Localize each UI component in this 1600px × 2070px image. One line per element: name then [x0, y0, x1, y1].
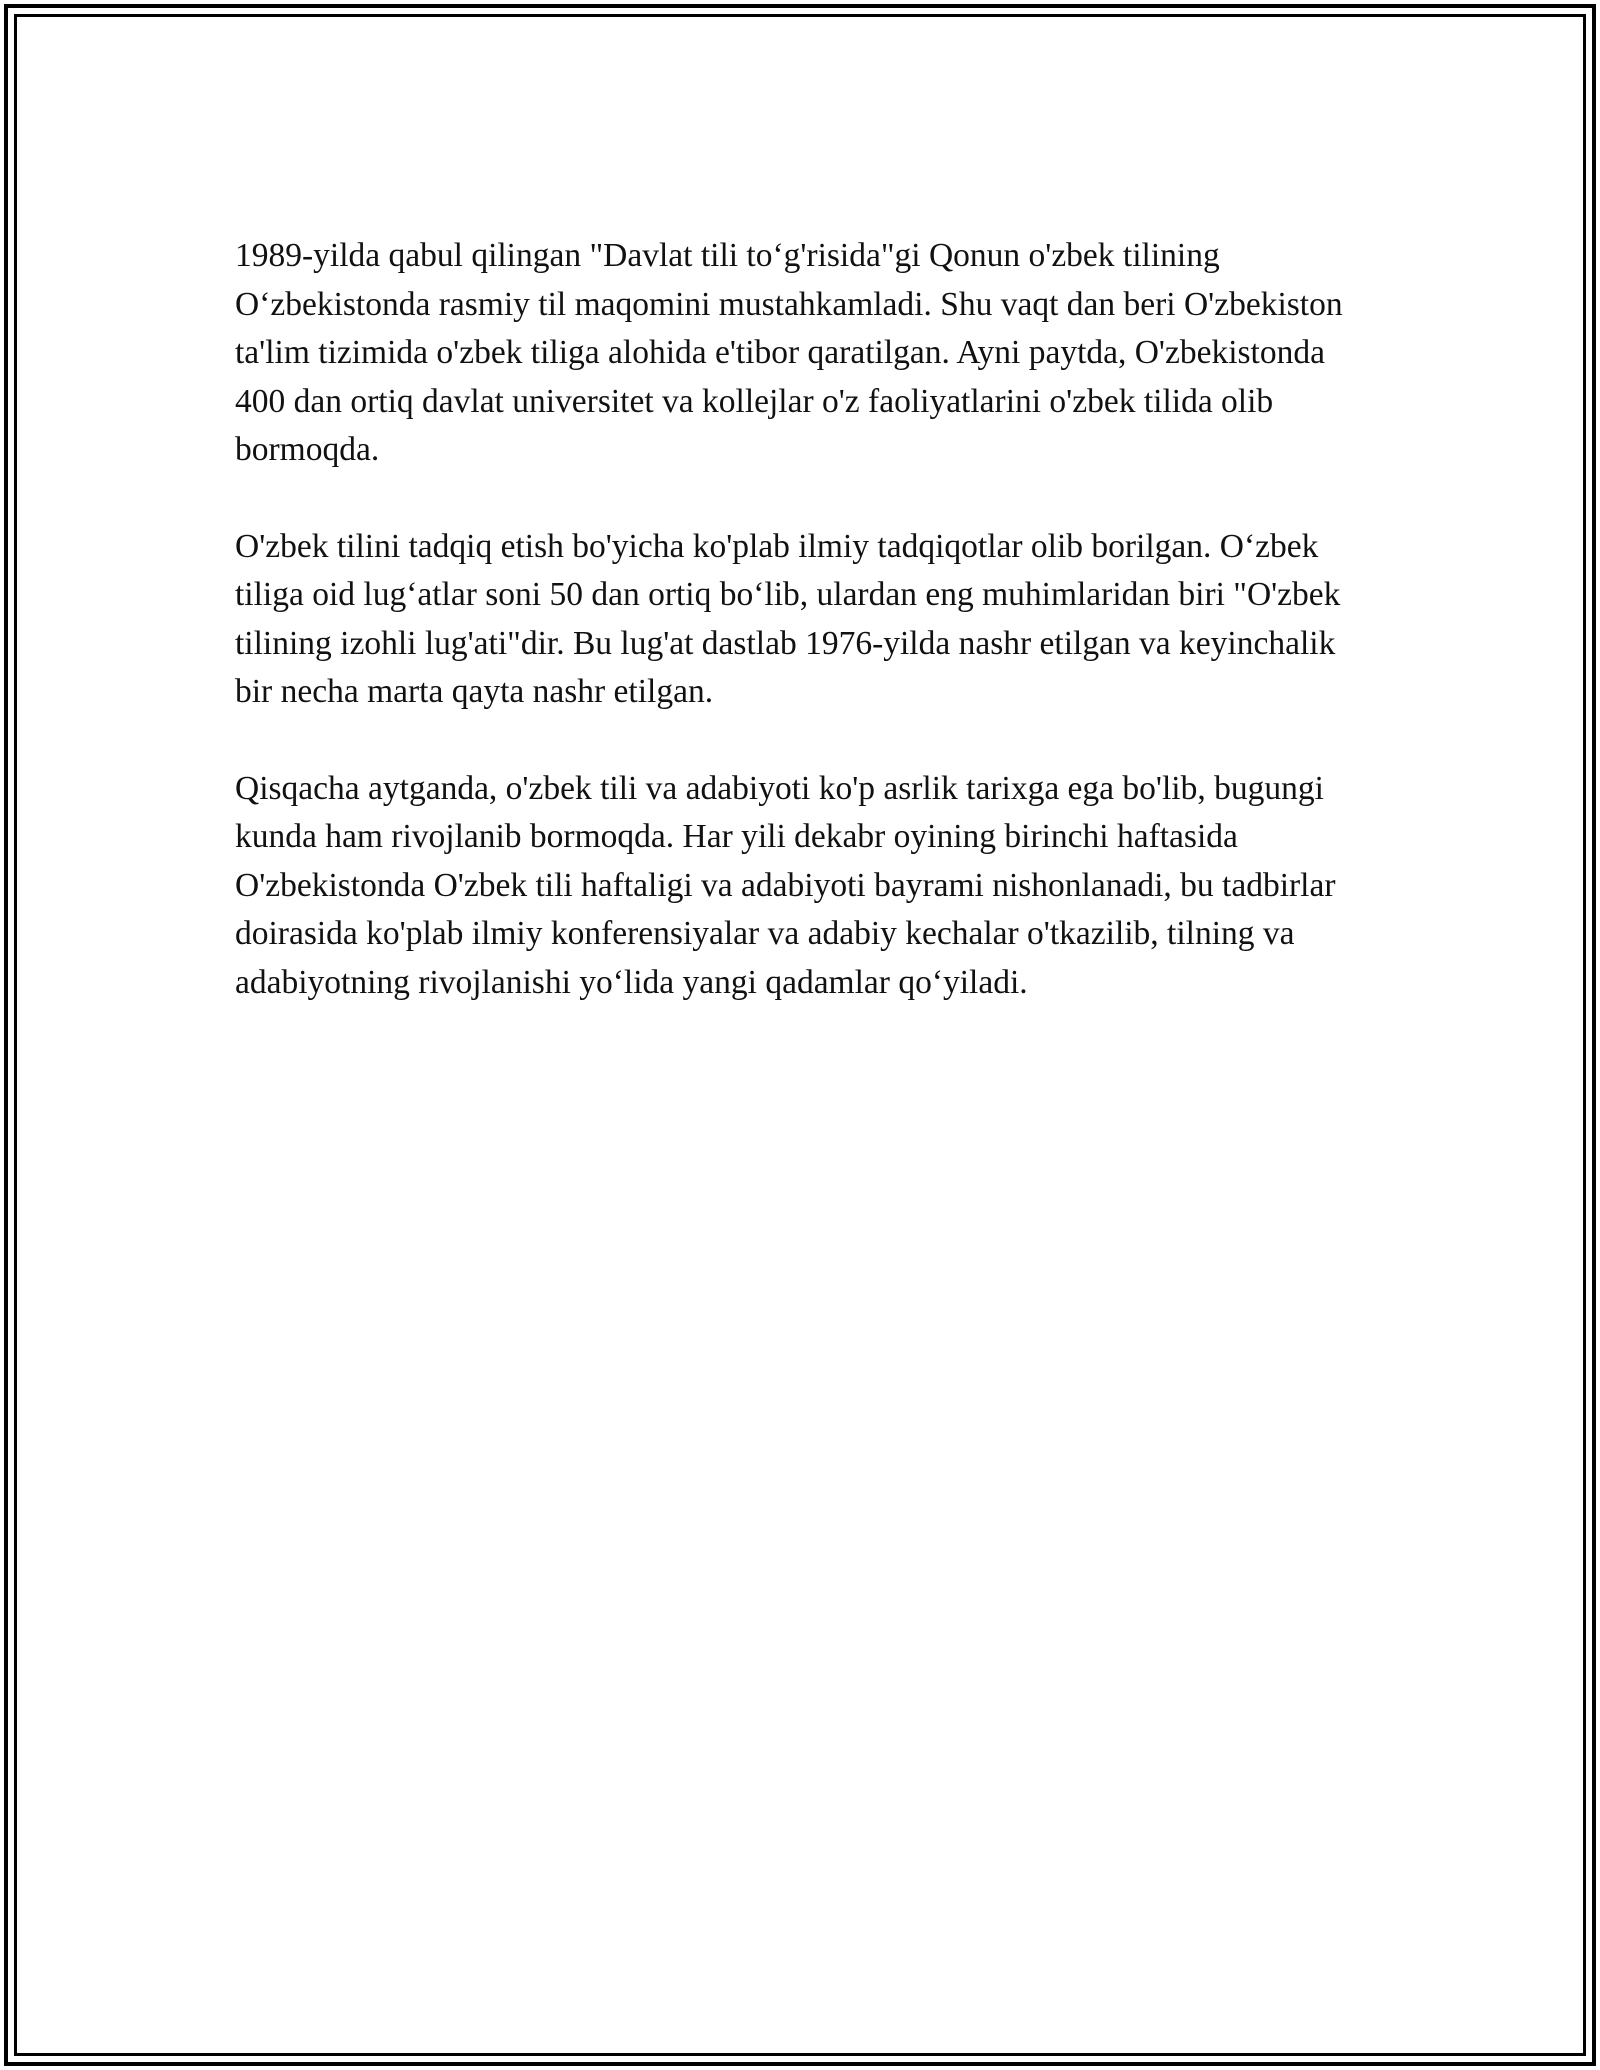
paragraph-1: 1989-yilda qabul qilingan "Davlat tili to‘g'risida"gi Qonun o'zbek tilining O‘zbekistonda rasmiy til maqomini mustahkamladi. Shu vaqt dan beri O'zbekiston ta'lim tizimida o'zbek tiliga alohida e'tibor qaratilgan. Ayni paytda, O'zbekistonda 400 dan ortiq davlat universitet va kollejlar o'z faoliyatlarini o'zbek tilida olib bormoqda. — [235, 237, 1343, 468]
paragraph-2: O'zbek tilini tadqiq etish bo'yicha ko'plab ilmiy tadqiqotlar olib borilgan. O‘zbek tiliga oid lug‘atlar soni 50 dan ortiq bo‘lib, ulardan eng muhimlaridan biri "O'zbek tilining izohli lug'ati"dir. Bu lug'at dastlab 1976-yilda nashr etilgan va keyinchalik bir necha marta qayta nashr etilgan. — [235, 527, 1341, 710]
paragraph-3: Qisqacha aytganda, o'zbek tili va adabiyoti ko'p asrlik tarixga ega bo'lib, bugungi kunda ham rivojlanib bormoqda. Har yili dekabr oyining birinchi haftasida O'zbekistonda O'zbek tili haftaligi va adabiyoti bayrami nishonlanadi, bu tadbirlar doirasida ko'plab ilmiy konferensiyalar va adabiy kechalar o'tkazilib, tilning va adabiyotning rivojlanishi yo‘lida yangi qadamlar qo‘yiladi. — [235, 769, 1336, 1001]
document-body — [235, 232, 1375, 1055]
